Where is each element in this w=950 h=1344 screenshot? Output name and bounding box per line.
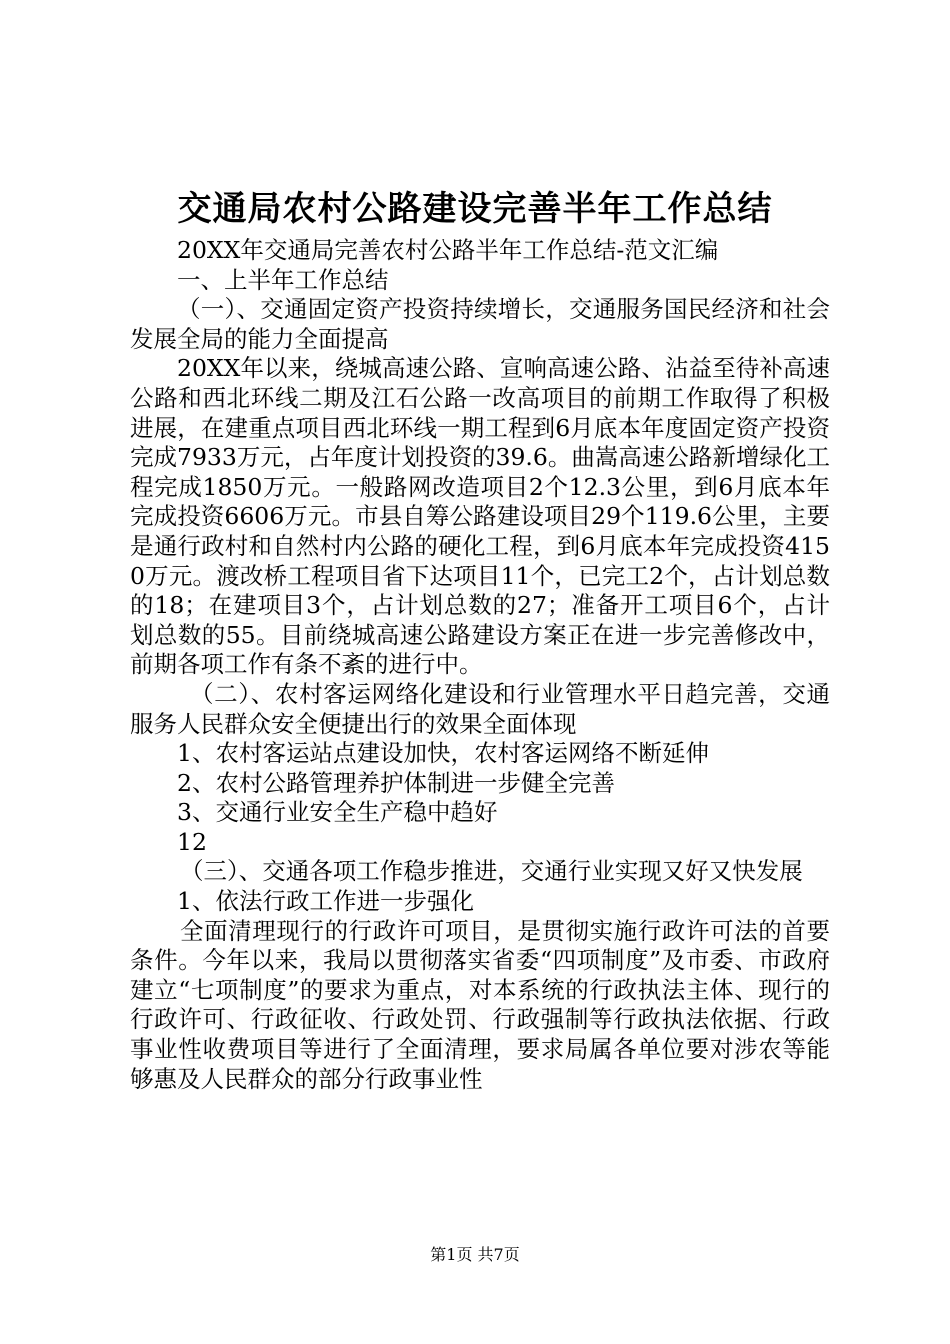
subsection-heading-1: （一）、交通固定资产投资持续增长，交通服务国民经济和社会发展全局的能力全面提高: [130, 295, 830, 353]
subtitle-paragraph: 20XX年交通局完善农村公路半年工作总结-范文汇编: [177, 236, 719, 264]
list-item-3: 3、交通行业安全生产稳中趋好: [177, 798, 498, 827]
body-paragraph-2: 全面清理现行的行政许可项目，是贯彻实施行政许可法的首要条件。今年以来，我局以贯彻落实省委“四项制度”及市委、市政府建立“七项制度”的要求为重点，对本系统的行政执法主体、现行的行政许可、行政征收、行政处罚、行政强制等行政执法依据、行政事业性收费项目等进行了全面清理，要求局属各单位要对涉农等能够惠及人民群众的部分行政事业性: [130, 916, 830, 1093]
page-number-footer: 第1页 共7页: [430, 1245, 520, 1264]
list-item-2: 2、农村公路管理养护体制进一步健全完善: [177, 768, 615, 797]
body-paragraph-1: 20XX年以来，绕城高速公路、宣响高速公路、沾益至待补高速公路和西北环线二期及江石公路一改高项目的前期工作取得了积极进展，在建重点项目西北环线一期工程到6月底本年度固定资产投资完成7933万元，占年度计划投资的39.6。曲嵩高速公路新增绿化工程完成1850万元。一般路网改造项目2个12.3公里，到6月底本年完成投资6606万元。市县自筹公路建设项目29个119.6公里，主要是通行政村和自然村内公路的硬化工程，到6月底本年完成投资4150万元。渡改桥工程项目省下达项目11个，已完工2个，占计划总数的18；在建项目3个，占计划总数的27；准备开工项目6个，占计划总数的55。目前绕城高速公路建设方案正在进一步完善修改中，前期各项工作有条不紊的进行中。: [130, 354, 830, 679]
section-heading: 一、上半年工作总结: [177, 265, 389, 294]
subsection-heading-3: （三）、交通各项工作稳步推进，交通行业实现又好又快发展: [180, 857, 803, 886]
list-item-4: 1、依法行政工作进一步强化: [177, 887, 474, 916]
list-item-1: 1、农村客运站点建设加快，农村客运网络不断延伸: [177, 739, 709, 768]
stray-number: 12: [177, 827, 207, 856]
document-body: [130, 236, 830, 1094]
document-title: 交通局农村公路建设完善半年工作总结: [177, 189, 773, 229]
subsection-heading-2: （二）、农村客运网络化建设和行业管理水平日趋完善，交通服务人民群众安全便捷出行的效果全面体现: [130, 679, 830, 738]
